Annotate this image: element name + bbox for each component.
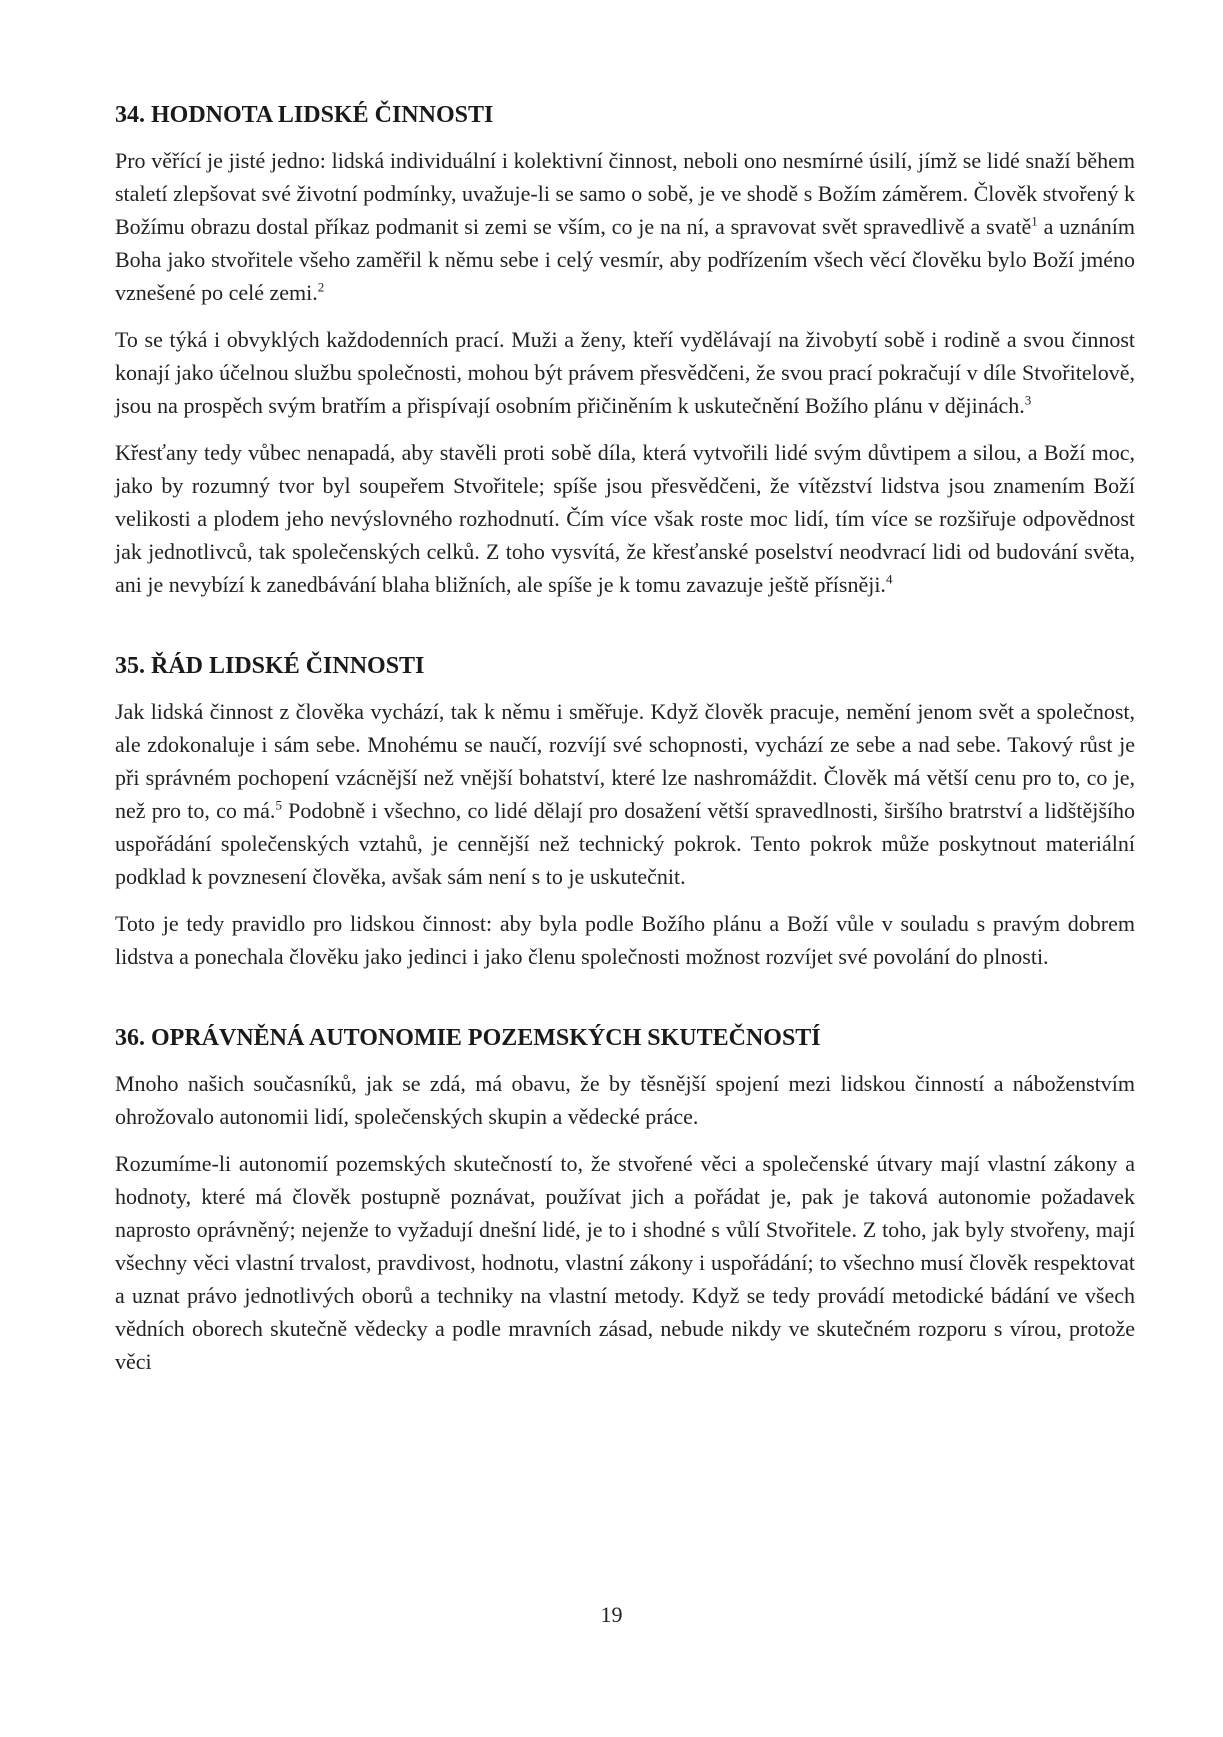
paragraph-text: Podobně i všechno, co lidé dělají pro dosažení větší spravedlnosti, širšího bratrství a lidštějšího uspořádání společenských vztahů, je cennější než technický pokrok. Tento pokrok může poskytnout materiální podklad k povznesení člověka, avšak sám není s to je uskutečnit. <box>115 798 1136 889</box>
section-heading: 36. OPRÁVNĚNÁ AUTONOMIE POZEMSKÝCH SKUTEČNOSTÍ <box>115 1025 821 1051</box>
paragraph-text: Toto je tedy pravidlo pro lidskou činnost: aby byla podle Božího plánu a Boží vůle v souladu s pravým dobrem lidstva a ponechala člověku jako jedinci i jako členu společnosti možnost rozvíjet své povolání do plnosti. <box>115 911 1135 969</box>
footnote-marker: 5 <box>275 797 282 813</box>
paragraph-text: a uznáním Boha jako stvořitele všeho zaměřil k němu sebe i celý vesmír, aby podřízením všech věcí člověku bylo Boží jméno vznešené po celé zemi. <box>115 214 1135 305</box>
footnote-marker: 4 <box>885 571 893 587</box>
paragraph-text: Křesťany tedy vůbec nenapadá, aby stavěli proti sobě díla, která vytvořili lidé svým důvtipem a silou, a Boží moc, jako by rozumný tvor byl soupeřem Stvořitele; spíše jsou přesvědčeni, že vítězství lidstva jsou znamením Boží velikosti a plodem jeho nevýslovného rozhodnutí. Čím více však roste moc lidí, tím více se rozšiřuje odpovědnost jak jednotlivců, tak společenských celků. Z toho vysvítá, že křesťanské poselství neodvrací lidi od budování světa, ani je nevybízí k zanedbávání blaha bližních, ale spíše je k tomu zavazuje ještě přísněji. <box>115 440 1135 597</box>
paragraph-text: Rozumíme-li autonomií pozemských skutečností to, že stvořené věci a společenské útvary mají vlastní zákony a hodnoty, které má člověk postupně poznávat, používat jich a pořádat je, pak je taková autonomie požadavek naprosto oprávněný; nejenže to vyžadují dnešní lidé, je to i shodné s vůlí Stvořitele. Z toho, jak byly stvořeny, mají všechny věci vlastní trvalost, pravdivost, hodnotu, vlastní zákony i uspořádání; to všechno musí člověk respektovat a uznat právo jednotlivých oborů a techniky na vlastní metody. Když se tedy provádí metodické bádání ve všech vědních oborech skutečně vědecky a podle mravních zásad, nebude nikdy ve skutečném rozporu s vírou, protože věci <box>115 1151 1135 1374</box>
section-heading: 35. ŘÁD LIDSKÉ ČINNOSTI <box>115 653 425 679</box>
footnote-marker: 3 <box>1024 392 1032 408</box>
section-36 <box>115 1023 1135 1378</box>
footnote-marker: 2 <box>317 279 325 295</box>
section-34 <box>115 100 1135 601</box>
document-page <box>115 100 1135 1428</box>
paragraph <box>115 323 1135 422</box>
paragraph-text: Pro věřící je jisté jedno: lidská individuální i kolektivní činnost, neboli ono nesmírné úsilí, jímž se lidé snaží během staletí zlepšovat své životní podmínky, uvažuje-li se samo o sobě, je ve shodě s Božím záměrem. Člověk stvořený k Božímu obrazu dostal příkaz podmanit si zemi se vším, co je na ní, a spravovat svět spravedlivě a svatě <box>115 148 1135 239</box>
section-heading: 34. HODNOTA LIDSKÉ ČINNOSTI <box>115 102 494 128</box>
paragraph-text: Jak lidská činnost z člověka vychází, tak k němu i směřuje. Když člověk pracuje, nemění jenom svět a společnost, ale zdokonaluje i sám sebe. Mnohému se naučí, rozvíjí své schopnosti, vychází ze sebe a nad sebe. Takový růst je při správném pochopení vzácnější než vnější bohatství, které lze nashromáždit. Člověk má větší cenu pro to, co je, než pro to, co má. <box>115 699 1135 823</box>
section-35 <box>115 651 1135 973</box>
paragraph <box>115 907 1135 973</box>
paragraph <box>115 436 1135 601</box>
paragraph-text: To se týká i obvyklých každodenních prací. Muži a ženy, kteří vydělávají na živobytí sobě i rodině a svou činnost konají jako účelnou službu společnosti, mohou být právem přesvědčeni, že svou prací pokračují v díle Stvořitelově, jsou na prospěch svým bratřím a přispívají osobním přičiněním k uskutečnění Božího plánu v dějinách. <box>115 327 1135 418</box>
page-number: 19 <box>600 1602 623 1627</box>
paragraph <box>115 144 1135 309</box>
paragraph-text: Mnoho našich současníků, jak se zdá, má obavu, že by těsnější spojení mezi lidskou činností a náboženstvím ohrožovalo autonomii lidí, společenských skupin a vědecké práce. <box>115 1071 1135 1129</box>
footnote-marker: 1 <box>1031 213 1038 229</box>
paragraph <box>115 695 1135 893</box>
paragraph <box>115 1067 1135 1133</box>
paragraph <box>115 1147 1135 1378</box>
